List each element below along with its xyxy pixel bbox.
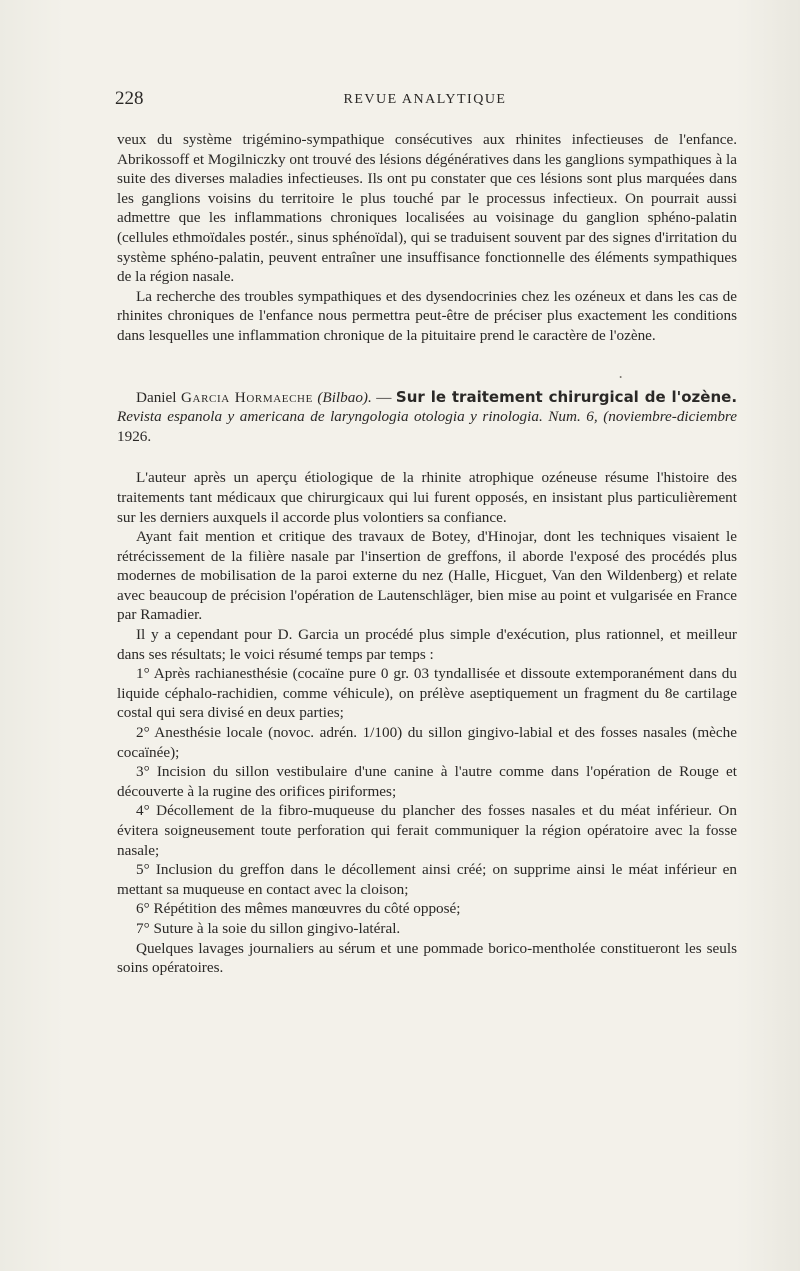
- paragraph: Quelques lavages journaliers au sérum et une pommade borico-mentholée constitueront les seuls soins opératoires.: [117, 939, 737, 977]
- paragraph: Ayant fait mention et critique des travaux de Botey, d'Hinojar, dont les techniques visaient le rétrécissement de la filière nasale par l'insertion de greffons, il aborde l'exposé des procédés plus modernes de mobilisation de la paroi externe du nez (Halle, Hicguet, Van den Wildenberg) et relate avec beaucoup de précision l'opération de Lautenschläger, bien mise au point et vulgarisée en France par Ramadier.: [117, 528, 737, 624]
- citation-gap: [117, 446, 737, 468]
- list-item-step-2: 2° Anesthésie locale (novoc. adrén. 1/100) du sillon gingivo-labial et des fosses nasales (mèche cocaïnée);: [117, 724, 737, 761]
- author-last-name: Garcia Hormaeche: [180, 388, 313, 406]
- paragraph: La recherche des troubles sympathiques et des dysendocrinies chez les ozéneux et dans les cas de rhinites chroniques de l'enfance nous permettra peut-être de préciser plus exactement les conditions dans lesquelles une inflammation chronique de la pituitaire prend le caractère de l'ozène.: [117, 287, 737, 344]
- list-item-step-5: 5° Inclusion du greffon dans le décollement ainsi créé; on supprime ainsi le méat inférieur en mettant sa muqueuse en contact avec la cloison;: [117, 861, 737, 898]
- section-gap: [117, 346, 737, 386]
- running-head: REVUE ANALYTIQUE: [343, 92, 507, 107]
- journal-name: Revista espanola y americana de laryngologia otologia y rinologia.: [117, 408, 543, 426]
- list-item-step-7: 7° Suture à la soie du sillon gingivo-latéral.: [136, 919, 401, 937]
- paragraph: veux du système trigémino-sympathique consécutives aux rhinites infectieuses de l'enfance. Abrikossoff et Mogilniczky ont trouvé des lésions dégénératives dans les ganglions sympathiques à la suite des diverses maladies infectieuses. Ils ont pu constater que ces lésions sont plus marquées dans les ganglions voisins du territoire le plus touché par le processus infectieux. On pourrait aussi admettre que les inflammations chroniques localisées au voisinage du ganglion sphéno-palatin (cellules ethmoïdales postér., sinus sphénoïdal), qui se traduisent souvent par des signes d'irritation du système sphéno-palatin, peuvent entraîner une insuffisance fonctionnelle des éléments sympathiques de la région nasale.: [117, 131, 737, 286]
- list-item-step-1: 1° Après rachianesthésie (cocaïne pure 0 gr. 03 tyndallisée et dissoute extemporanément dans du liquide céphalo-rachidien, comme véhicule), on prélève aseptiquement un fragment du 8e cartilage costal qui sera divisé en deux parties;: [117, 665, 737, 722]
- citation-dash: —: [371, 388, 396, 406]
- page-number: 228: [115, 88, 144, 109]
- author-first-name: Daniel: [136, 388, 177, 406]
- ornament-dot: •: [619, 372, 622, 382]
- list-item-step-6: 6° Répétition des mêmes manœuvres du côté opposé;: [136, 900, 461, 918]
- author-location: (Bilbao).: [317, 388, 372, 406]
- list-item-step-3: 3° Incision du sillon vestibulaire d'une canine à l'autre comme dans l'opération de Rouge et découverte à la rugine des orifices piriformes;: [117, 763, 737, 800]
- citation: Daniel Garcia Hormaeche (Bilbao). — Sur le traitement chirurgical de l'ozène. Revista espanola y americana de laryngologia otologia y rinologia. Num. 6, (noviembre-diciembre 1926.: [117, 387, 738, 445]
- list-item-step-4: 4° Décollement de la fibro-muqueuse du plancher des fosses nasales et du méat inférieur. On évitera soigneusement toute perforation qui ferait communiquer la région opératoire avec la fosse nasale;: [117, 802, 737, 859]
- paragraph: L'auteur après un aperçu étiologique de la rhinite atrophique ozéneuse résume l'histoire des traitements tant médicaux que chirurgicaux qui lui furent opposés, en insistant plus particulièrement sur les derniers auxquels il accorde plus volontiers sa confiance.: [117, 469, 737, 526]
- article-title: Sur le traitement chirurgical de l'ozène: [395, 387, 732, 406]
- article-body: [117, 130, 737, 978]
- journal-year: 1926.: [117, 427, 152, 445]
- page-header: [115, 88, 735, 112]
- journal-date: (noviembre-diciembre: [603, 408, 738, 426]
- journal-issue: Num. 6,: [548, 408, 598, 426]
- paragraph: Il y a cependant pour D. Garcia un procédé plus simple d'exécution, plus rationnel, et meilleur dans ses résultats; le voici résumé temps par temps :: [117, 626, 737, 663]
